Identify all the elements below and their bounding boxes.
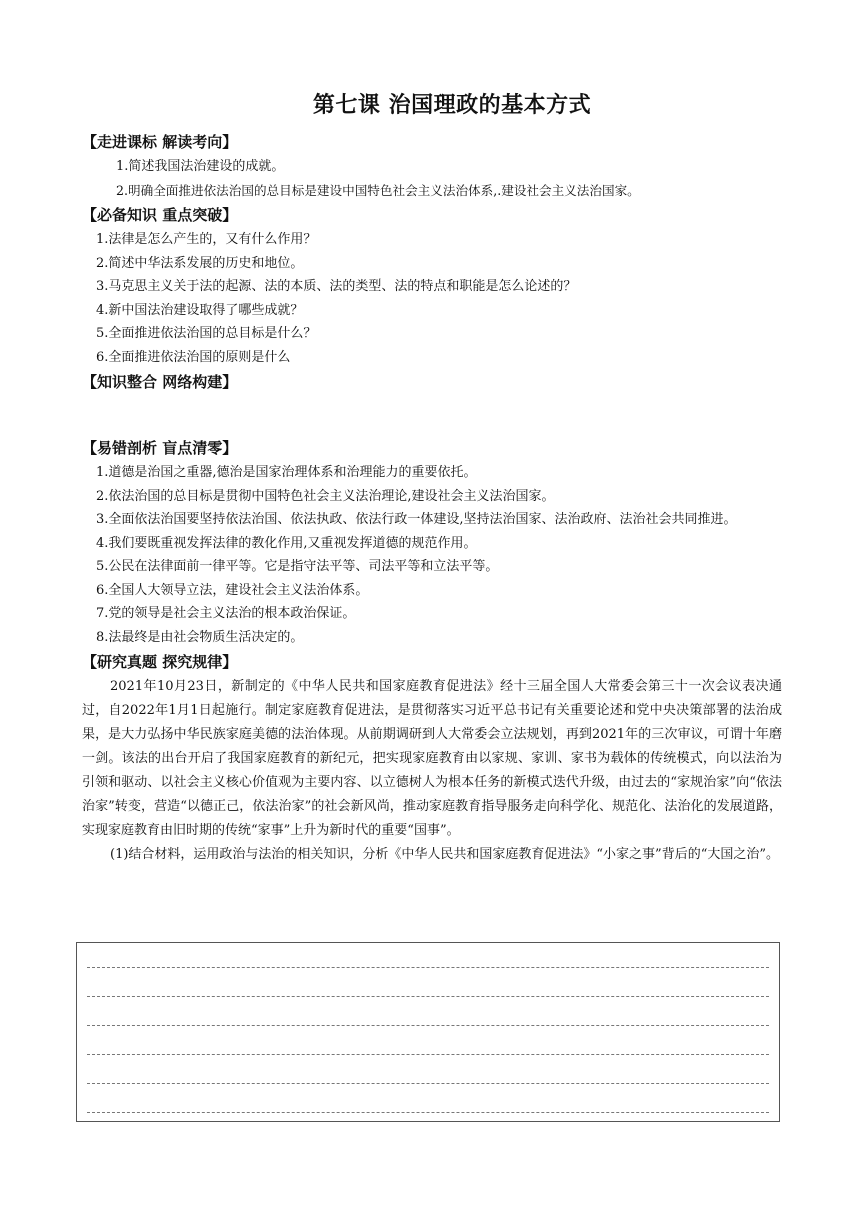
list-item: 8.法最终是由社会物质生活决定的。 [96, 629, 304, 645]
document-page [82, 88, 782, 867]
list-item: 3.马克思主义关于法的起源、法的本质、法的类型、法的特点和职能是怎么论述的？ [96, 279, 577, 294]
list-item: 1.法律是怎么产生的，又有什么作用？ [96, 232, 317, 247]
page-title: 第七课 治国理政的基本方式 [312, 93, 592, 118]
section-exam [82, 649, 782, 867]
list-item: 1.简述我国法治建设的成就。 [116, 159, 285, 174]
answer-box[interactable] [76, 942, 780, 1122]
list-item: 2.简述中华法系发展的历史和地位。 [96, 255, 304, 271]
answer-line [87, 1025, 769, 1026]
list-item: 6.全国人大领导立法，建设社会主义法治体系。 [96, 582, 369, 598]
list-item: 2.明确全面推进依法治国的总目标是建设中国特色社会主义法治体系,.建设社会主义法治国家。 [116, 182, 640, 198]
section-heading: 【易错剖析 盲点清零】 [82, 439, 238, 457]
section-heading: 【走进课标 解读考向】 [82, 133, 238, 151]
list-item: 4.新中国法治建设取得了哪些成就？ [96, 302, 304, 318]
list-item: 4.我们要既重视发挥法律的教化作用,又重视发挥道德的规范作用。 [96, 535, 477, 551]
answer-line [87, 1054, 769, 1055]
section-integration [82, 369, 782, 435]
knowledge-list [82, 228, 782, 369]
section-heading: 【研究真题 探究规律】 [82, 653, 238, 671]
list-item: 5.公民在法律面前一律平等。它是指守法平等、司法平等和立法平等。 [96, 559, 499, 574]
list-item: 1.道德是治国之重器,德治是国家治理体系和治理能力的重要依托。 [96, 465, 477, 480]
answer-line [87, 996, 769, 997]
section-heading: 【知识整合 网络构建】 [82, 373, 238, 391]
curriculum-list [82, 155, 782, 202]
mistakes-list [82, 461, 782, 649]
list-item: 7.党的领导是社会主义法治的根本政治保证。 [96, 606, 356, 621]
blank-area [82, 395, 782, 435]
section-curriculum [82, 129, 782, 202]
exam-question: (1)结合材料，运用政治与法治的相关知识，分析《中华人民共和国家庭教育促进法》“小家之事”背后的“大国之治”。 [110, 847, 779, 862]
exam-material: 2021年10月23日，新制定的《中华人民共和国家庭教育促进法》经十三届全国人大常委会第三十一次会议表决通过，自2022年1月1日起施行。制定家庭教育促进法，是贯彻落实习近平总书记有关重要论述和党中央决策部署的法治成果，是大力弘扬中华民族家庭美德的法治体现。从前期调研到人大常委会立法规划，再到2021年的三次审议，可谓十年磨一剑。该法的出台开启了我国家庭教育的新纪元，把实现家庭教育由以家规、家训、家书为载体的传统模式，向以法治为引领和驱动、以社会主义核心价值观为主要内容、以立德树人为根本任务的新模式迭代升级，由过去的“家规治家”向“依法治家”转变，营造“以德正己，依法治家”的社会新风尚，推动家庭教育指导服务走向科学化、规范化、法治化的发展道路，实现家庭教育由旧时期的传统“家事”上升为新时代的重要“国事”。 [82, 679, 782, 838]
answer-line [87, 967, 769, 968]
list-item: 2.依法治国的总目标是贯彻中国特色社会主义法治理论,建设社会主义法治国家。 [96, 488, 555, 504]
section-mistakes [82, 435, 782, 649]
answer-line [87, 1112, 769, 1113]
answer-line [87, 1083, 769, 1084]
list-item: 5.全面推进依法治国的总目标是什么？ [96, 326, 317, 341]
section-heading: 【必备知识 重点突破】 [82, 206, 238, 224]
section-knowledge [82, 202, 782, 369]
list-item: 3.全面依法治国要坚持依法治国、依法执政、依法行政一体建设,坚持法治国家、法治政府、法治社会共同推进。 [96, 512, 737, 527]
list-item: 6.全面推进依法治国的原则是什么 [96, 349, 291, 365]
